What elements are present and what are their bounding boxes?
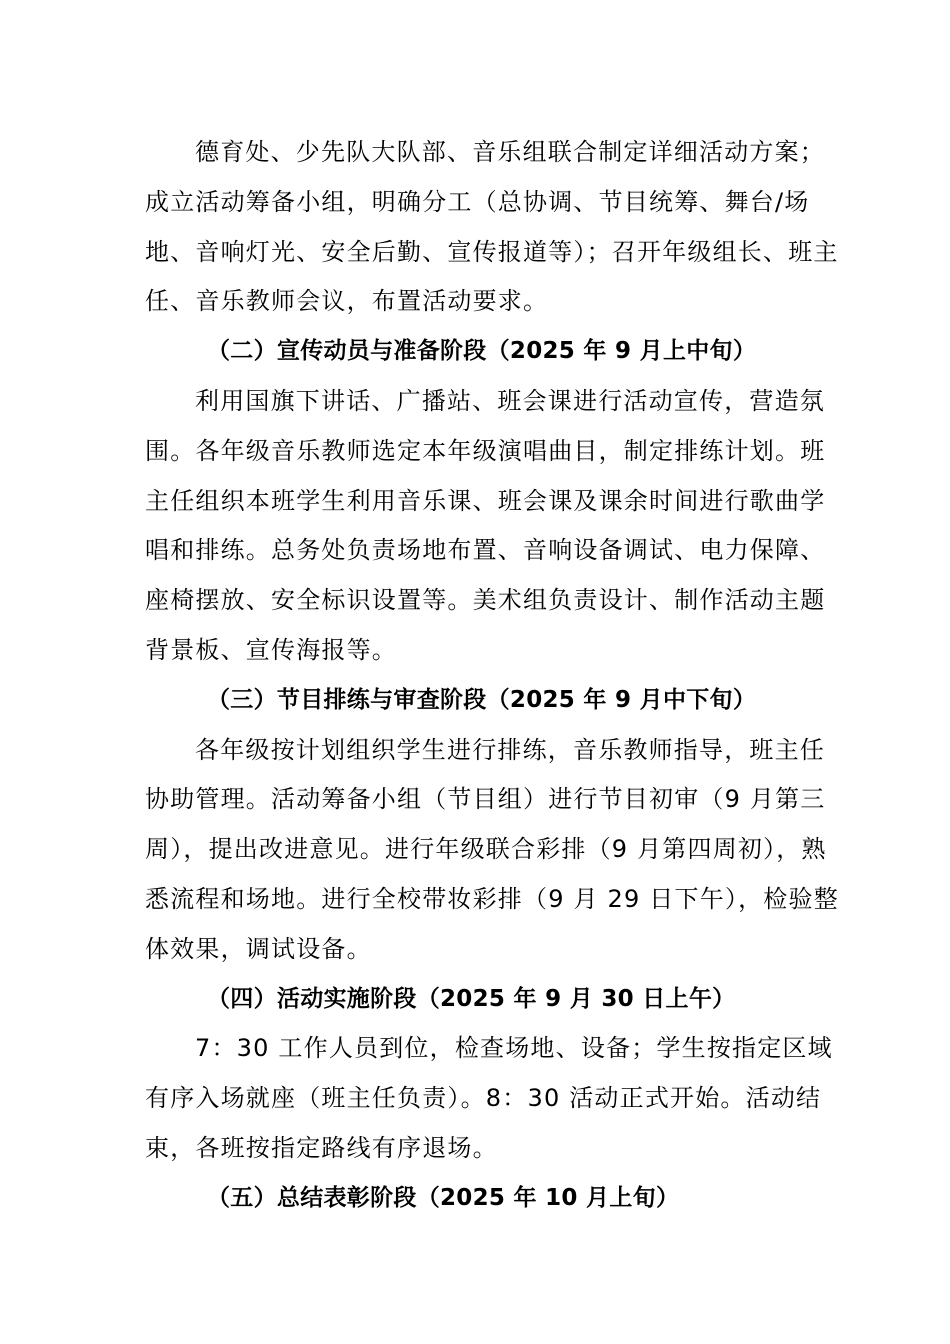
paragraph-rehearsal: 各年级按计划组织学生进行排练，音乐教师指导，班主任协助管理。活动筹备小组（节目组）进行节目初审（9 月第三周），提出改进意见。进行年级联合彩排（9 月第四周初），熟悉流程和场地。进行全校带妆彩排（9 月 29 日下午），检验整体效果，调试设备。: [145, 735, 839, 963]
heading-summary-stage: （五）总结表彰阶段（2025 年 10 月上旬）: [207, 1184, 680, 1211]
paragraph-implementation: 7：30 工作人员到位，检查场地、设备；学生按指定区域有序入场就座（班主任负责）。8：30 活动正式开始。活动结束，各班按指定路线有序退场。: [145, 1034, 833, 1162]
heading-rehearsal-stage: （三）节目排练与审查阶段（2025 年 9 月中下旬）: [207, 686, 757, 713]
heading-implementation-stage: （四）活动实施阶段（2025 年 9 月 30 日上午）: [207, 985, 736, 1012]
paragraph-publicity: 利用国旗下讲话、广播站、班会课进行活动宣传，营造氛围。各年级音乐教师选定本年级演唱曲目，制定排练计划。班主任组织本班学生利用音乐课、班会课及课余时间进行歌曲学唱和排练。总务处负责场地布置、音响设备调试、电力保障、座椅摆放、安全标识设置等。美术组负责设计、制作活动主题背景板、宣传海报等。: [145, 386, 826, 664]
heading-publicity-stage: （二）宣传动员与准备阶段（2025 年 9 月上中旬）: [207, 338, 757, 365]
document-body: [145, 128, 845, 1224]
paragraph-planning: 德育处、少先队大队部、音乐组联合制定详细活动方案；成立活动筹备小组，明确分工（总协调、节目统筹、舞台/场地、音响灯光、安全后勤、宣传报道等）；召开年级组长、班主任、音乐教师会议，布置活动要求。: [145, 138, 839, 316]
